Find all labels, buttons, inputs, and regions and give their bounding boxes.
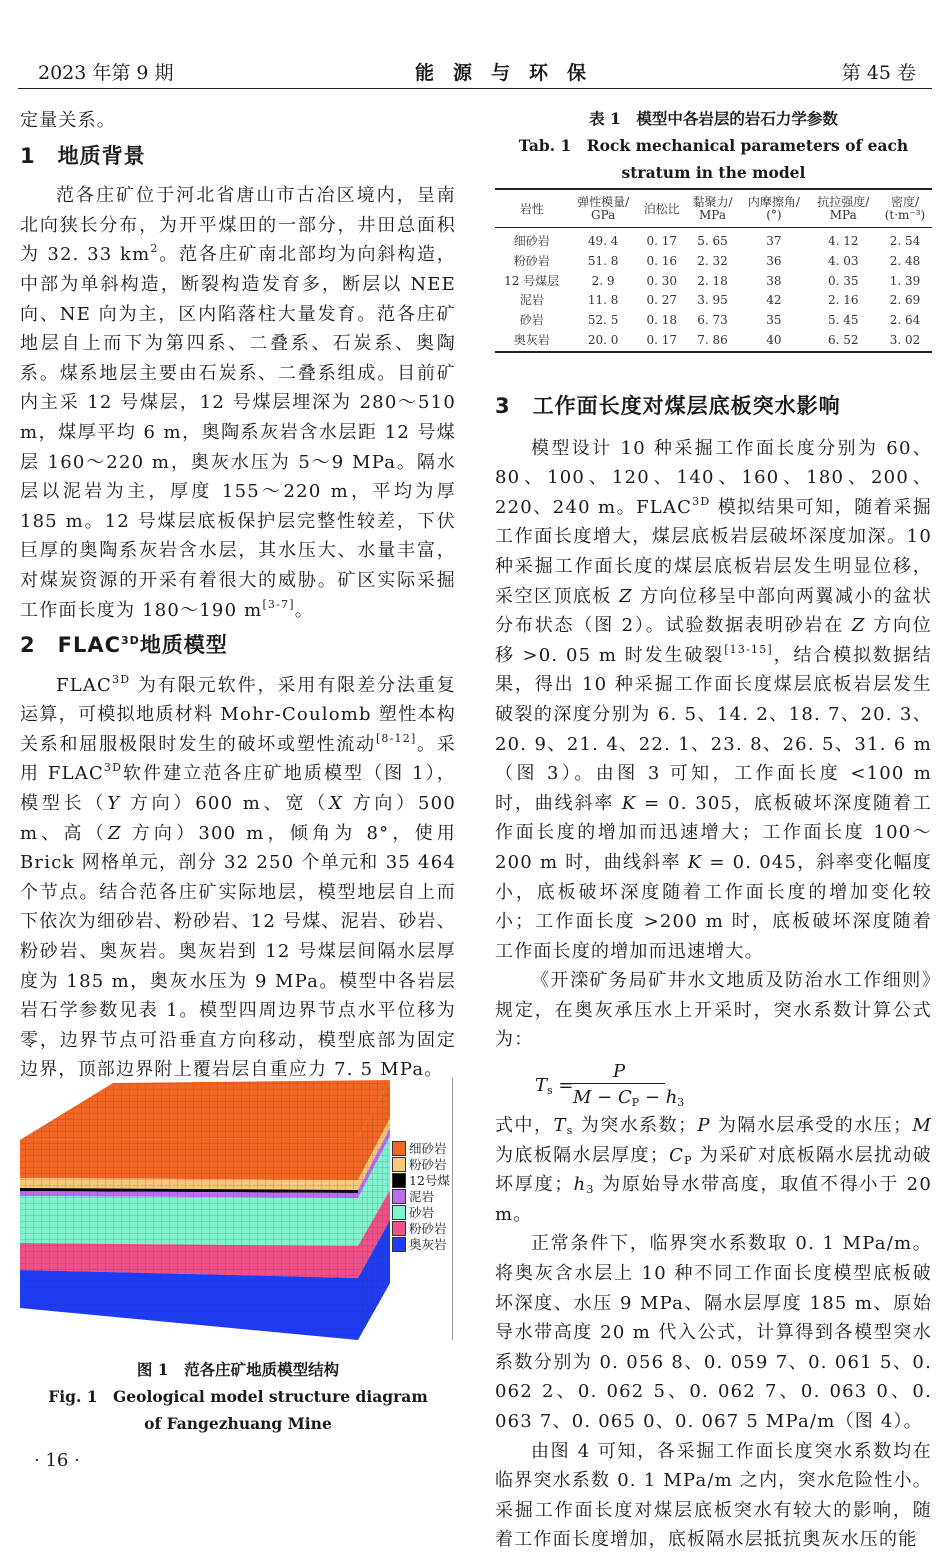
italic-symbol: P <box>697 1115 711 1137</box>
text-run: 。采用 FLAC <box>20 733 456 785</box>
table-cell: 38 <box>766 273 782 288</box>
text-run: = 0. 045，斜率变化幅度小，底板破坏深度随着工作面长度的增加变化较小；工作面长度 >200 m 时，底板破坏深度随着工作面长度的增加而迅速增大。 <box>495 851 932 962</box>
text-run: 方向位移呈中部向两翼减小的盆状分布状态（图 2）。试验数据表明砂岩在 <box>495 585 932 637</box>
text-run: 2 FLAC <box>20 633 122 658</box>
section-3-heading: 3 工作面长度对煤层底板突水影响 <box>495 394 841 418</box>
text-run: 为原始导水带高度，取值不得小于 20 m。 <box>495 1174 932 1225</box>
column-header-line: MPa <box>699 208 726 222</box>
table-cell: 0. 17 <box>638 331 686 352</box>
section-3-paragraph-5 <box>495 1437 932 1555</box>
superscript: 3D <box>692 494 711 508</box>
column-header <box>638 189 686 228</box>
table-cell: 0. 30 <box>646 273 678 288</box>
legend-label: 砂岩 <box>409 1205 435 1220</box>
superscript: 2 <box>150 242 159 256</box>
italic-symbol: Z <box>108 822 122 844</box>
rock-parameters-table <box>495 188 932 353</box>
table-header-row <box>495 189 932 228</box>
formula-denominator: $M - C_P - h_3$ <box>573 1087 685 1110</box>
table-cell: 砂岩 <box>519 313 544 328</box>
table-cell: 2. 69 <box>889 293 921 308</box>
superscript: [13-15] <box>724 642 773 656</box>
text-run: 软件建立范各庄矿地质模型（图 1），模型长（ <box>20 763 456 815</box>
text-run: 。范各庄矿南北部均为向斜构造，中部为单斜构造，断裂构造发育多，断层以 NEE 向、NE 向为主，区内陷落柱大量发育。范各庄矿地层自上而下为第四系、二叠系、石炭系、奥陶系。煤系地层主要由石炭系、二叠系组成。目前矿内主采 12 号煤层，12 号煤层埋深为 280～510 m，煤厚平均 6 m，奥陶系灰岩含水层距 12 号煤层 160～220 m，奥灰水压为 5～9 MPa。隔水层以泥岩为主，厚度 155～220 m，平均为厚 185 m。12 号煤层底板保护层完整性较差，下伏巨厚的奥陶系灰岩含水层，其水压大、水量丰富，对煤炭资源的开采有着很大的威胁。矿区实际采掘工作面长度为 180～190 m <box>20 244 457 621</box>
table-cell: 42 <box>766 293 782 308</box>
text-run: 模型设计 10 种采掘工作面长度分别为 60、80、100、120、140、160、180、200、220、240 m。FLAC <box>495 437 932 518</box>
column-header <box>809 189 878 228</box>
legend-label: 粉砂岩 <box>409 1221 447 1236</box>
figure-1 <box>18 1078 458 1348</box>
left-column <box>20 106 456 1085</box>
table-cell: 6. 52 <box>809 331 878 352</box>
italic-symbol: X <box>329 793 344 815</box>
text-run: 为采矿对底板隔水层扰动破坏厚度； <box>495 1144 932 1196</box>
legend-item <box>392 1188 450 1204</box>
text-run: 方向位移 >0. 05 m 时发生破裂 <box>495 615 932 666</box>
table-row <box>495 252 932 272</box>
formula-lhs: T <box>535 1075 548 1097</box>
table-cell: 11. 8 <box>587 293 619 308</box>
table-1 <box>495 105 932 353</box>
text-run: 。 <box>294 599 314 621</box>
legend-label: 12号煤 <box>409 1173 450 1188</box>
text-run: 式中， <box>495 1115 554 1137</box>
italic-symbol: C <box>669 1144 685 1166</box>
section-2-paragraph <box>20 671 456 1085</box>
legend-swatch <box>392 1189 406 1204</box>
column-header-line: MPa <box>829 208 857 222</box>
column-header-line: 岩性 <box>519 201 544 216</box>
formula-M: M <box>573 1087 592 1109</box>
legend-swatch <box>392 1221 406 1236</box>
italic-symbol: Z <box>619 585 633 607</box>
section-3-paragraph-4 <box>495 1229 932 1436</box>
text-run: 范各庄矿位于河北省唐山市古冶区境内，呈南北向狭长分布，为开平煤田的一部分，井田总面积为 32. 33 km <box>20 185 456 266</box>
column-header-line: 泊松比 <box>643 201 680 216</box>
text-run: 正常条件下，临界突水系数取 0. 1 MPa/m。将奥灰含水层上 10 种不同工作面长度模型底板破坏深度、水压 9 MPa、隔水层厚度 185 m、原始导水带高度 20 m 代入公式，计算得到各模型突水系数分别为 0. 056 8、0. 059 7、0. 061 5、0. 062 2、0. 062 5、0. 062 7、0. 063 0、0. 063 7、0. 065 0、0. 067 5 MPa/m（图 4）。 <box>495 1233 932 1432</box>
formula-C-sub: P <box>631 1096 640 1110</box>
intro-text: 定量关系。 <box>20 110 116 131</box>
page-number: · 16 · <box>34 1450 80 1471</box>
superscript: [3-7] <box>262 597 295 611</box>
table-cell: 0. 27 <box>646 293 678 308</box>
italic-symbol: T <box>553 1115 567 1137</box>
text-run: ，结合模拟数据结果，得出 10 种采掘工作面长度煤层底板岩层发生破裂的深度分别为 6. 5、14. 2、18. 7、20. 3、20. 9、21. 4、22. 1、23. 8、26. 5、31. 6 m（图 3）。由图 3 可知，工作面长度 <100 m 时，曲线斜率 <box>495 644 932 814</box>
legend-item <box>392 1172 450 1188</box>
legend-label: 奥灰岩 <box>409 1237 447 1252</box>
table-cell: 2. 9 <box>591 273 615 288</box>
table-row <box>495 311 932 331</box>
text-run: 地质模型 <box>139 633 228 658</box>
table-cell: 7. 86 <box>686 331 739 352</box>
column-header-line: 黏聚力/ <box>692 195 733 209</box>
text-run: 方向）300 m，倾角为 8°，使用 Brick 网格单元，剖分 32 250 个单元和 35 464 个节点。结合范各庄矿实际地层，模型地层自上而下依次为细砂岩、粉砂岩、12 号煤、泥岩、砂岩、粉砂岩、奥灰岩。奥灰岩到 12 号煤层间隔水层厚度为 185 m，奥灰水压为 9 MPa。模型中各岩层岩石学参数见表 1。模型四周边界节点水平位移为零，边界节点可沿垂直方向移动，模型底部为固定边界，顶部边界附上覆岩层自重应力 7. 5 MPa。 <box>20 822 456 1081</box>
subscript: P <box>684 1153 693 1167</box>
column-header <box>568 189 637 228</box>
formula-lhs-sub: s <box>547 1084 553 1098</box>
table-cell: 0. 17 <box>646 234 678 248</box>
table-cell: 2. 54 <box>889 234 921 248</box>
table-cell: 35 <box>766 313 782 328</box>
column-header-line: GPa <box>590 208 616 222</box>
subscript: s <box>566 1124 574 1138</box>
table-cell: 51. 8 <box>587 253 619 268</box>
column-header-line: 内摩擦角/ <box>747 195 800 209</box>
table-cell: 52. 5 <box>587 313 619 328</box>
table-cell: 49. 4 <box>587 234 619 248</box>
text-run: 《开滦矿务局矿井水文地质及防治水工作细则》规定，在奥灰承压水上开采时，突水系数计算公式为： <box>495 970 932 1051</box>
table-cell: 2. 48 <box>889 253 921 268</box>
table-cell: 奥灰岩 <box>495 331 568 352</box>
superscript: 3D <box>112 672 131 686</box>
table-cell: 泥岩 <box>519 293 544 308</box>
legend-swatch <box>392 1141 406 1156</box>
formula-C: C <box>617 1087 632 1109</box>
formula-h: h <box>665 1087 678 1109</box>
legend-item <box>392 1204 450 1220</box>
table-row <box>495 228 932 252</box>
right-column <box>495 392 932 1555</box>
journal-name: 能 源 与 环 保 <box>415 62 587 84</box>
section-3-paragraph-1 <box>495 434 932 967</box>
section-3-paragraph-2 <box>495 966 932 1055</box>
column-header <box>495 189 568 228</box>
text-run: = 0. 305，底板破坏深度随着工作面长度的增加而迅速增大；工作面长度 100～200 m 时，曲线斜率 <box>495 792 933 873</box>
superscript: 3D <box>103 761 123 775</box>
section-1-heading: 1 地质背景 <box>20 143 146 168</box>
table-cell: 36 <box>766 253 782 268</box>
table-cell: 40 <box>739 331 808 352</box>
column-header-line: (t·m⁻³) <box>884 208 926 222</box>
legend-swatch <box>392 1205 406 1220</box>
text-run: 为有限元软件，采用有限差分法重复运算，可模拟地质材料 Mohr-Coulomb 塑性本构关系和屈服极限时发生的破坏或塑性流动 <box>20 674 456 755</box>
figure-1-caption-cn: 图 1 范各庄矿地质模型结构 <box>136 1360 340 1379</box>
table-cell: 0. 16 <box>646 253 678 268</box>
column-header <box>686 189 739 228</box>
table-cell: 5. 65 <box>697 234 728 248</box>
text-run: 方向）600 m、宽（ <box>120 793 330 815</box>
column-header-line: (°) <box>766 208 782 222</box>
figure-1-caption-en: Fig. 1 Geological model structure diagram <box>48 1387 428 1406</box>
text-run: 方向）500 m、高（ <box>20 793 456 844</box>
water-inrush-formula: $T_s$ = P $M - C_P - h_3$ <box>495 1055 932 1111</box>
table-cell: 2. 32 <box>697 253 728 268</box>
text-run: 为隔水层承受的水压； <box>710 1115 913 1137</box>
table-cell: 20. 0 <box>568 331 637 352</box>
text-run: 由图 4 可知，各采掘工作面长度突水系数均在临界突水系数 0. 1 MPa/m 之内，突水危险性小。采掘工作面长度对煤层底板突水有较大的影响，随着工作面长度增加，底板隔水层抵抗奥灰水压的能 <box>495 1440 932 1551</box>
table-cell: 6. 73 <box>697 313 728 328</box>
journal-issue: 2023 年第 9 期 <box>38 62 174 84</box>
table-cell: 2. 16 <box>827 293 859 308</box>
table-1-title-en-2: stratum in the model <box>621 163 806 182</box>
table-cell: 粉砂岩 <box>513 253 550 268</box>
table-cell: 3. 95 <box>697 293 728 308</box>
superscript: [8-12] <box>375 731 417 745</box>
formula-numerator: P <box>613 1061 626 1083</box>
column-header-line: 抗拉强度/ <box>817 195 870 209</box>
table-cell: 2. 18 <box>697 273 728 288</box>
legend-item <box>392 1236 450 1252</box>
table-cell: 12 号煤层 <box>504 273 560 288</box>
table-cell: 5. 45 <box>827 313 859 328</box>
superscript: 3D <box>121 634 140 648</box>
text-run: 为突水系数； <box>573 1115 698 1137</box>
table-cell: 1. 39 <box>889 273 921 288</box>
italic-symbol: h <box>573 1174 587 1196</box>
text-run: 为底板隔水层厚度； <box>495 1144 670 1166</box>
formula-h-sub: 3 <box>677 1096 685 1110</box>
table-1-title-en: Tab. 1 Rock mechanical parameters of each <box>518 136 909 155</box>
section-2-heading <box>20 631 456 661</box>
section-3-paragraph-3 <box>495 1111 932 1229</box>
table-cell: 3. 02 <box>878 331 932 352</box>
legend-item <box>392 1156 450 1172</box>
table-cell: 4. 03 <box>827 253 859 268</box>
italic-symbol: Z <box>851 615 866 637</box>
table-1-title-cn: 表 1 模型中各岩层的岩石力学参数 <box>589 109 838 128</box>
journal-volume: 第 45 卷 <box>841 62 916 84</box>
text-run: 模拟结果可知，随着采掘工作面长度增大，煤层底板岩层破坏深度加深。10 种采掘工作面长度的煤层底板岩层发生明显位移，采空区顶底板 <box>495 496 932 607</box>
figure-1-legend <box>392 1140 450 1252</box>
table-cell: 37 <box>766 234 782 248</box>
figure-1-caption-en-2: of Fangezhuang Mine <box>144 1414 332 1433</box>
table-row <box>495 272 932 292</box>
section-1-paragraph <box>20 181 456 625</box>
table-cell: 细砂岩 <box>513 234 550 248</box>
italic-symbol: Y <box>107 793 121 815</box>
table-row <box>495 331 932 352</box>
italic-symbol: K <box>621 792 637 814</box>
column-header <box>739 189 808 228</box>
figure-border <box>452 1078 453 1340</box>
subscript: 3 <box>586 1183 595 1197</box>
italic-symbol: M <box>912 1115 933 1137</box>
legend-label: 泥岩 <box>409 1189 435 1204</box>
table-cell: 0. 18 <box>646 313 678 328</box>
figure-1-caption <box>20 1356 456 1437</box>
legend-item <box>392 1220 450 1236</box>
italic-symbol: K <box>687 851 703 873</box>
legend-label: 细砂岩 <box>409 1141 447 1156</box>
table-cell: 2. 64 <box>889 313 921 328</box>
geological-model-image <box>18 1078 398 1348</box>
legend-swatch <box>392 1173 406 1188</box>
legend-swatch <box>392 1237 406 1252</box>
legend-item <box>392 1140 450 1156</box>
table-cell: 0. 35 <box>827 273 859 288</box>
text-run: FLAC <box>56 674 113 696</box>
legend-swatch <box>392 1157 406 1172</box>
column-header <box>878 189 932 228</box>
table-row <box>495 291 932 311</box>
column-header-line: 弹性模量/ <box>577 195 630 209</box>
column-header-line: 密度/ <box>890 195 919 209</box>
legend-label: 粉砂岩 <box>409 1157 447 1172</box>
header-rule <box>18 88 932 89</box>
table-cell: 4. 12 <box>827 234 859 248</box>
